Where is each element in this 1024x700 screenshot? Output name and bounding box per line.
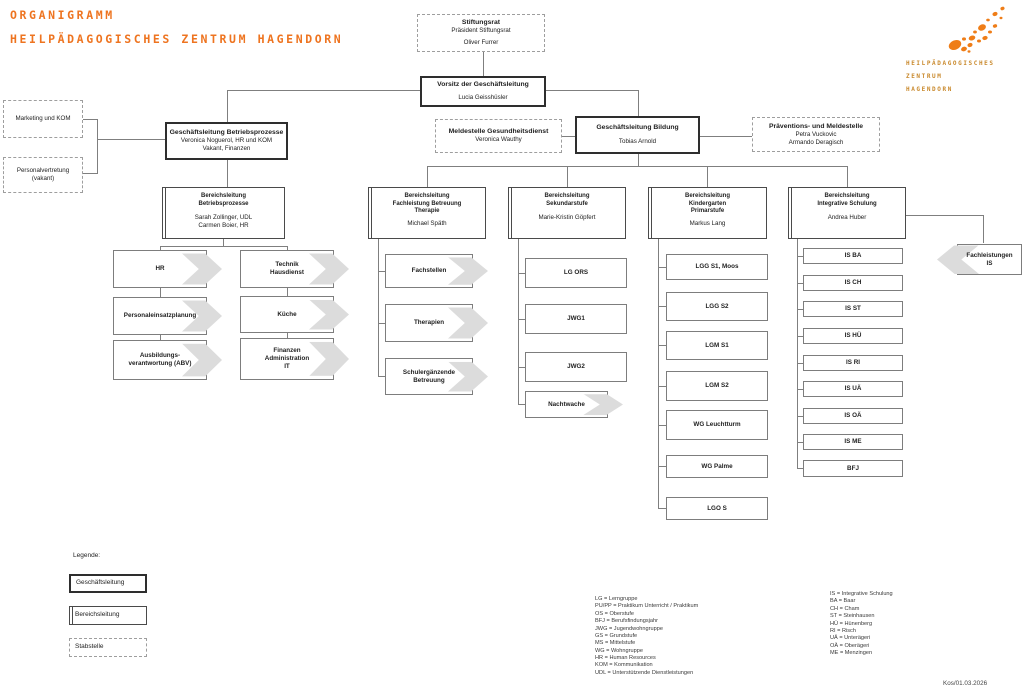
unit-box-is-hue [803, 328, 903, 344]
abbr-line: WG = Wohngruppe [595, 647, 643, 654]
abbr-line: HR = Human Resources [595, 655, 656, 661]
connector-line [427, 166, 428, 187]
box-title: Geschäftsleitung Betriebsprozesse [169, 129, 284, 136]
legend-bereichsleitung [69, 606, 147, 625]
chevron-right-icon [309, 299, 349, 329]
unit-box-is-ba [803, 248, 903, 264]
arrow-box-finanzen-administration-it [240, 338, 334, 380]
connector-line [83, 119, 97, 120]
abbr-line: UÄ = Unterägeri [830, 635, 871, 642]
box-title: Bereichsleitung [404, 193, 450, 199]
chevron-right-icon [182, 254, 222, 285]
abbr-line: UDL = Unterstützende Dienstleistungen [595, 669, 694, 676]
arrow-label: HR [155, 265, 165, 273]
unit-label: IS RI [846, 359, 860, 367]
connector-line [518, 319, 525, 320]
page-title: ORGANIGRAMM [10, 8, 115, 22]
arrow-box-fachstellen [385, 254, 473, 288]
box-title: Meldestelle Gesundheitsdienst [448, 127, 549, 135]
connector-line [378, 323, 385, 324]
unit-label: IS BA [844, 252, 862, 260]
abbr-line: JWG = Jugendwohngruppe [595, 625, 663, 632]
chevron-right-icon [448, 257, 488, 285]
arrow-label: Küche [277, 310, 297, 318]
box-line: Armando Deragisch [788, 138, 844, 146]
arrow-label: Administration [264, 355, 310, 363]
arrow-label: verantwortung (ABV) [128, 360, 192, 367]
box-person: Lucia Geisshüsler [458, 93, 508, 101]
connector-line [658, 267, 666, 268]
abbreviation-list-right [830, 591, 893, 657]
connector-line [378, 376, 385, 377]
arrow-label: Ausbildungs- [139, 352, 181, 360]
unit-box-is-me [803, 434, 903, 450]
connector-line [906, 215, 983, 216]
unit-label: JWG1 [567, 315, 585, 323]
abbr-line: OS = Oberstufe [595, 610, 635, 617]
box-title: Bereichsleitung [200, 193, 246, 199]
connector-line [83, 173, 97, 174]
box-title: Therapie [414, 208, 440, 214]
connector-line [518, 404, 525, 405]
unit-label: WG Leuchtturm [693, 421, 741, 429]
unit-box-lgm-s2 [666, 371, 768, 401]
arrow-box-fachleistungen-is [957, 244, 1022, 275]
connector-line [97, 139, 165, 140]
unit-box-is-oae [803, 408, 903, 424]
box-bl-sekundarstufe [508, 187, 626, 239]
page-subtitle: HEILPÄDAGOGISCHES ZENTRUM HAGENDORN [10, 32, 344, 46]
unit-box-wg-palme [666, 455, 768, 478]
connector-line [227, 90, 420, 91]
unit-box-jwg2 [525, 352, 627, 382]
connector-line [658, 386, 666, 387]
box-title: Primarstufe [690, 208, 725, 214]
unit-box-is-ch [803, 275, 903, 291]
box-title: Bereichsleitung [544, 193, 590, 199]
abbreviation-list-center [595, 596, 698, 677]
box-person: Oliver Furrer [463, 39, 499, 47]
abbr-line: HÜ = Hünenberg [830, 620, 873, 627]
abbr-line: KOM = Kommunikation [595, 662, 653, 669]
connector-line [483, 52, 484, 76]
connector-line [97, 119, 98, 174]
box-marketing-kom [3, 100, 83, 138]
unit-box-is-uae [803, 381, 903, 397]
connector-line [546, 90, 638, 91]
chevron-left-icon [937, 245, 979, 274]
connector-line [658, 508, 666, 509]
box-bl-fachleistung-betreuung-therapie [368, 187, 486, 239]
box-subtitle: Präsident Stiftungsrat [451, 27, 511, 35]
legend-label: Stabstelle [75, 643, 104, 651]
connector-line [658, 466, 666, 467]
legend-geschaeftsleitung [69, 574, 147, 593]
connector-line [518, 239, 519, 405]
legend-stabstelle [69, 638, 147, 657]
legend-label: Geschäftsleitung [76, 579, 125, 587]
chevron-right-icon [448, 308, 488, 339]
box-title: Integrative Schulung [817, 200, 877, 207]
unit-label: LGM S2 [705, 382, 729, 390]
unit-label: IS OÄ [844, 412, 862, 420]
box-person: Michael Späth [407, 219, 447, 227]
abbr-line: BA = Baar [830, 598, 856, 605]
logo-dots-icon [938, 4, 1010, 58]
logo-wordmark-line1: HEILPÄDAGOGISCHES [906, 60, 995, 67]
connector-line [427, 166, 847, 167]
box-title: Marketing und KOM [15, 115, 71, 123]
arrow-box-kueche [240, 296, 334, 333]
box-title: Geschäftsleitung Bildung [596, 123, 679, 131]
unit-label: IS ST [845, 305, 861, 313]
arrow-box-personaleinsatzplanung [113, 297, 207, 335]
connector-line [658, 345, 666, 346]
connector-line [518, 273, 525, 274]
chevron-right-icon [309, 342, 349, 376]
abbr-line: LG = Lerngruppe [595, 596, 638, 602]
box-line: (vakant) [31, 175, 55, 182]
box-title: Sekundarstufe [546, 200, 588, 207]
unit-box-lgg-s2 [666, 292, 768, 321]
chevron-right-icon [309, 254, 349, 285]
unit-box-lgm-s1 [666, 331, 768, 360]
box-praeventions-meldestelle [752, 117, 880, 152]
box-person: Carmen Boier, HR [198, 221, 249, 229]
arrow-label: Hausdienst [270, 269, 304, 276]
logo-wordmark-line3: HAGENDORN [906, 86, 953, 93]
box-line: Vakant, Finanzen [202, 145, 251, 153]
arrow-label: Nachtwache [548, 400, 585, 408]
box-title: Vorsitz der Geschäftsleitung [437, 81, 529, 89]
arrow-label: IS [986, 259, 993, 267]
connector-line [983, 215, 984, 243]
box-person: Tobias Arnold [618, 138, 657, 146]
box-bl-integrative-schulung [788, 187, 906, 239]
unit-box-lg-ors [525, 258, 627, 288]
box-title: Bereichsleitung [684, 193, 730, 199]
box-person: Marie-Kristin Göpfert [538, 214, 596, 221]
abbr-line: IS = Integrative Schulung [830, 591, 893, 597]
connector-line [378, 239, 379, 377]
connector-line [658, 306, 666, 307]
connector-line [227, 160, 228, 187]
unit-box-wg-leuchtturm [666, 410, 768, 440]
unit-label: BFJ [847, 464, 859, 472]
connector-line [638, 90, 639, 116]
arrow-label: Technik [275, 261, 299, 269]
connector-line [562, 136, 575, 137]
arrow-label: Finanzen [273, 347, 301, 355]
arrow-box-technik-hausdienst [240, 250, 334, 288]
arrow-label: Betreuung [413, 376, 445, 384]
unit-label: JWG2 [567, 363, 585, 371]
unit-label: IS UÄ [844, 385, 862, 393]
unit-box-bfj [803, 460, 903, 477]
abbr-line: RI = Risch [830, 627, 856, 634]
legend-label: Bereichsleitung [75, 611, 120, 619]
unit-box-jwg1 [525, 304, 627, 334]
connector-line [658, 425, 666, 426]
arrow-box-therapien [385, 304, 473, 342]
legend-title: Legende: [73, 552, 101, 559]
unit-label: WG Palme [701, 462, 733, 470]
arrow-box-hr [113, 250, 207, 288]
footer-stamp: Kos/01.03.2026 [943, 680, 988, 687]
box-title: Fachleistung Betreuung [392, 200, 462, 207]
arrow-box-schulergaenzende-betreuung [385, 358, 473, 395]
logo-wordmark-line2: ZENTRUM [906, 73, 943, 80]
connector-line [378, 271, 385, 272]
connector-line [797, 239, 798, 468]
arrow-label: Personaleinsatzplanung [123, 312, 197, 320]
box-person: Sarah Zollinger, UDL [194, 214, 253, 221]
arrow-box-nachtwache [525, 391, 608, 418]
connector-line [160, 288, 161, 297]
box-vorsitz-geschaeftsleitung [420, 76, 546, 107]
box-title: Kindergarten [688, 200, 727, 207]
unit-label: IS ME [844, 438, 862, 446]
box-title: Betriebsprozesse [198, 200, 249, 207]
unit-label: LGO S [707, 504, 727, 512]
unit-box-is-ri [803, 355, 903, 371]
box-line: Veronica Noguerol, HR und KOM [180, 137, 273, 145]
abbr-line: CH = Cham [830, 605, 860, 612]
box-title: Stiftungsrat [461, 19, 501, 26]
box-meldestelle-gesundheitsdienst [435, 119, 562, 153]
chevron-right-icon [583, 394, 623, 416]
unit-label: IS CH [844, 279, 862, 287]
abbr-line: OÄ = Oberägeri [830, 642, 870, 649]
box-title: Bereichsleitung [824, 193, 870, 199]
arrow-label: Schulergänzende [402, 368, 456, 376]
box-gl-betriebsprozesse [165, 122, 288, 160]
box-person: Veronica Wauthy [475, 136, 522, 144]
unit-label: LGG S2 [705, 302, 729, 310]
box-line: Petra Vuckovic [795, 130, 837, 138]
connector-line [847, 166, 848, 187]
connector-line [160, 246, 287, 247]
connector-line [638, 154, 639, 166]
abbr-line: BFJ = Berufsfindungsjahr [595, 618, 658, 625]
unit-box-is-st [803, 301, 903, 317]
arrow-label: Fachstellen [411, 267, 447, 275]
arrow-label: IT [284, 362, 290, 370]
arrow-label: Fachleistungen [966, 251, 1013, 259]
arrow-box-ausbildungsverantwortung [113, 340, 207, 380]
box-person: Andrea Huber [827, 214, 867, 221]
abbr-line: GS = Grundstufe [595, 632, 638, 639]
connector-line [227, 90, 228, 122]
box-bl-betriebsprozesse [162, 187, 285, 239]
box-line: Personalvertretung [16, 167, 70, 175]
abbr-line: ST = Steinhausen [830, 613, 875, 620]
connector-line [518, 367, 525, 368]
abbr-line: PU/PP = Praktikum Unterricht / Praktikum [595, 603, 699, 610]
abbr-line: MS = Mittelstufe [595, 640, 636, 647]
unit-label: LG ORS [563, 269, 589, 277]
abbr-line: ME = Menzingen [830, 650, 873, 656]
unit-box-lgo-s [666, 497, 768, 520]
box-title: Präventions- und Meldestelle [768, 122, 864, 130]
box-personalvertretung [3, 157, 83, 193]
unit-label: LGG S1, Moos [695, 263, 739, 271]
unit-label: IS HÜ [844, 332, 862, 340]
unit-label: LGM S1 [705, 341, 729, 349]
connector-line [707, 166, 708, 187]
box-gl-bildung [575, 116, 700, 154]
connector-line [658, 239, 659, 509]
connector-line [567, 166, 568, 187]
unit-box-lgg-s1-moos [666, 254, 768, 280]
box-stiftungsrat [417, 14, 545, 52]
connector-line [223, 239, 224, 246]
connector-line [287, 288, 288, 296]
chevron-right-icon [448, 361, 488, 391]
connector-line [700, 136, 752, 137]
box-person: Markus Lang [689, 219, 726, 227]
arrow-label: Therapien [413, 319, 445, 327]
box-bl-kindergarten-primarstufe [648, 187, 767, 239]
